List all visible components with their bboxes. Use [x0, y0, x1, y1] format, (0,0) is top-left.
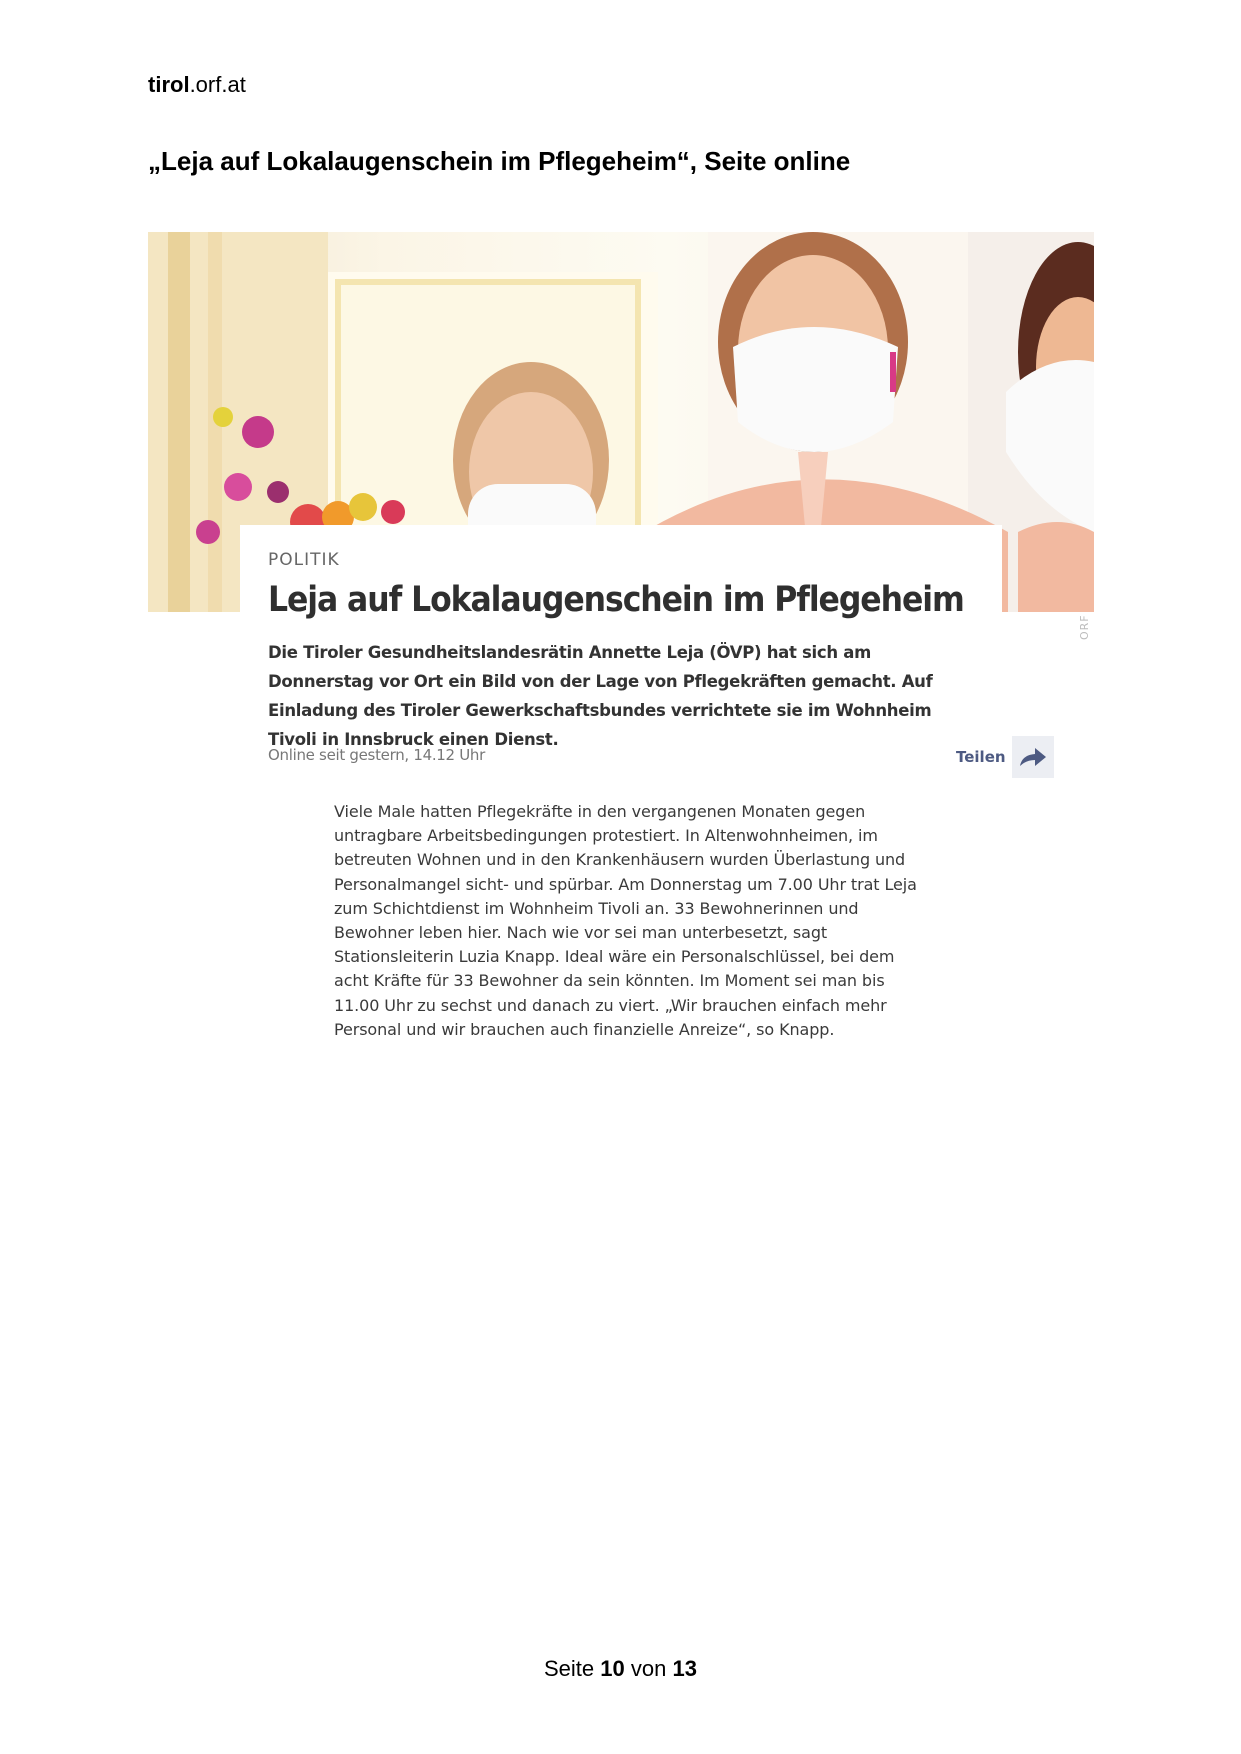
- page-number-prefix: Seite: [544, 1656, 595, 1681]
- share-button[interactable]: [956, 736, 1054, 778]
- article-lead: Die Tiroler Gesundheitslandesrätin Annette Leja (ÖVP) hat sich am Donnerstag vor Ort ein Bild von der Lage von Pflegekräften gemacht. Auf Einladung des Tiroler Gewerkschaftsbundes verrichtete sie im Wohnheim Tivoli in Innsbruck einen Dienst.: [268, 643, 933, 749]
- page-number-current: 10: [600, 1656, 625, 1681]
- article-category[interactable]: POLITIK: [268, 550, 340, 570]
- page-number: [0, 1656, 1241, 1682]
- page-number-middle: von: [630, 1656, 667, 1681]
- publish-time: Online seit gestern, 14.12 Uhr: [268, 746, 485, 764]
- image-credit: ORF: [1078, 614, 1091, 640]
- document-title: „Leja auf Lokalaugenschein im Pflegeheim“, Seite online: [148, 146, 851, 176]
- share-arrow-glyph: [1018, 746, 1048, 768]
- article-body: Viele Male hatten Pflegekräfte in den vergangenen Monaten gegen untragbare Arbeitsbedingungen protestiert. In Altenwohnheimen, im betreuten Wohnen und in den Krankenhäusern wurden Überlastung und Personalmangel sicht- und spürbar. Am Donnerstag um 7.00 Uhr trat Leja zum Schichtdienst im Wohnheim Tivoli an. 33 Bewohnerinnen und Bewohner leben hier. Nach wie vor sei man unterbesetzt, sagt Stationsleiterin Luzia Knapp. Ideal wäre ein Personalschlüssel, bei dem acht Kräfte für 33 Bewohner da sein könnten. Im Moment sei man bis 11.00 Uhr zu sechst und danach zu viert. „Wir brauchen einfach mehr Personal und wir brauchen auch finanzielle Anreize“, so Knapp.: [334, 802, 917, 1039]
- site-name: [148, 72, 246, 98]
- share-arrow-icon[interactable]: [1012, 736, 1054, 778]
- article-headline: Leja auf Lokalaugenschein im Pflegeheim: [268, 580, 964, 620]
- site-name-domain: .orf.at: [189, 72, 246, 97]
- share-label[interactable]: Teilen: [956, 748, 1006, 766]
- page-number-total: 13: [672, 1656, 697, 1681]
- site-name-bold: tirol: [148, 72, 190, 97]
